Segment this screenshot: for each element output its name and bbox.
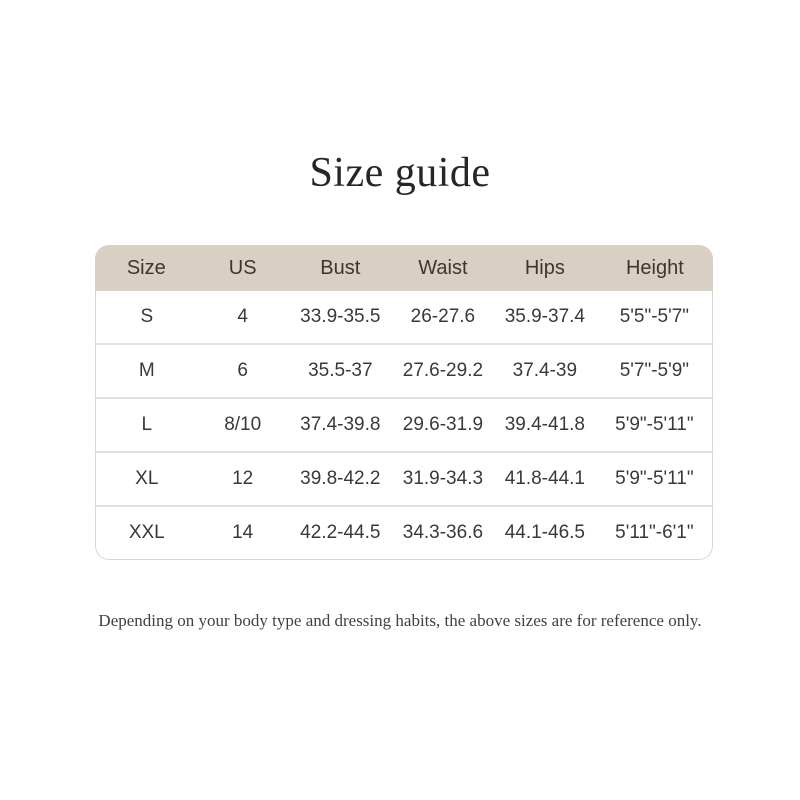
cell-hips: 35.9-37.4 <box>493 291 597 343</box>
cell-size: S <box>95 291 198 343</box>
cell-height: 5'9"-5'11" <box>597 451 713 505</box>
cell-size: XXL <box>95 505 198 560</box>
cell-bust: 42.2-44.5 <box>288 505 393 560</box>
table-row-m <box>95 343 713 397</box>
page-title: Size guide <box>309 150 491 196</box>
cell-size: L <box>95 397 198 451</box>
cell-height: 5'5"-5'7" <box>597 291 713 343</box>
header-cell-size: Size <box>95 245 198 291</box>
cell-waist: 27.6-29.2 <box>393 343 493 397</box>
table-row-s <box>95 291 713 343</box>
header-cell-hips: Hips <box>493 245 597 291</box>
cell-hips: 39.4-41.8 <box>493 397 597 451</box>
cell-us: 14 <box>198 505 288 560</box>
cell-waist: 31.9-34.3 <box>393 451 493 505</box>
cell-height: 5'9"-5'11" <box>597 397 713 451</box>
table-header-row <box>95 245 713 291</box>
header-cell-waist: Waist <box>393 245 493 291</box>
size-table <box>95 245 713 560</box>
cell-hips: 37.4-39 <box>493 343 597 397</box>
reference-note: Depending on your body type and dressing habits, the above sizes are for reference only. <box>98 611 702 630</box>
cell-size: XL <box>95 451 198 505</box>
cell-height: 5'7"-5'9" <box>597 343 713 397</box>
cell-us: 12 <box>198 451 288 505</box>
cell-hips: 41.8-44.1 <box>493 451 597 505</box>
cell-waist: 29.6-31.9 <box>393 397 493 451</box>
header-cell-us: US <box>198 245 288 291</box>
table-row-xl <box>95 451 713 505</box>
cell-bust: 39.8-42.2 <box>288 451 393 505</box>
cell-bust: 35.5-37 <box>288 343 393 397</box>
cell-bust: 33.9-35.5 <box>288 291 393 343</box>
cell-us: 6 <box>198 343 288 397</box>
cell-waist: 34.3-36.6 <box>393 505 493 560</box>
cell-hips: 44.1-46.5 <box>493 505 597 560</box>
cell-height: 5'11"-6'1" <box>597 505 713 560</box>
cell-us: 4 <box>198 291 288 343</box>
cell-waist: 26-27.6 <box>393 291 493 343</box>
table-row-l <box>95 397 713 451</box>
header-cell-height: Height <box>597 245 713 291</box>
cell-us: 8/10 <box>198 397 288 451</box>
header-cell-bust: Bust <box>288 245 393 291</box>
size-table-card <box>95 245 713 560</box>
cell-bust: 37.4-39.8 <box>288 397 393 451</box>
cell-size: M <box>95 343 198 397</box>
table-row-xxl <box>95 505 713 560</box>
